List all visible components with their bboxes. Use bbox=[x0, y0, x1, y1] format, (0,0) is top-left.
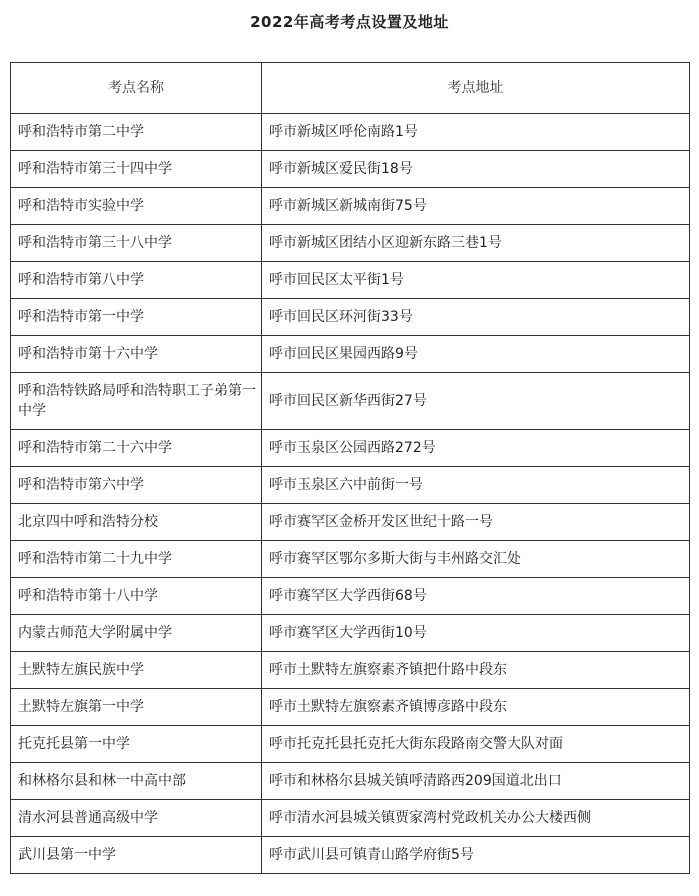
site-name-cell: 土默特左旗民族中学 bbox=[11, 652, 262, 689]
table-row bbox=[11, 837, 690, 874]
table-row bbox=[11, 689, 690, 726]
column-header-site-name: 考点名称 bbox=[11, 63, 262, 114]
site-address-cell: 呼市赛罕区金桥开发区世纪十路一号 bbox=[262, 504, 690, 541]
table-row bbox=[11, 336, 690, 373]
site-name-cell: 呼和浩特市第二中学 bbox=[11, 114, 262, 151]
site-name-cell: 和林格尔县和林一中高中部 bbox=[11, 763, 262, 800]
site-address-cell: 呼市新城区团结小区迎新东路三巷1号 bbox=[262, 225, 690, 262]
table-row bbox=[11, 652, 690, 689]
site-address-cell: 呼市赛罕区鄂尔多斯大街与丰州路交汇处 bbox=[262, 541, 690, 578]
table-row bbox=[11, 188, 690, 225]
table-row bbox=[11, 430, 690, 467]
table-row bbox=[11, 225, 690, 262]
table-row bbox=[11, 726, 690, 763]
site-name-cell: 清水河县普通高级中学 bbox=[11, 800, 262, 837]
table-row bbox=[11, 299, 690, 336]
site-address-cell: 呼市新城区新城南街75号 bbox=[262, 188, 690, 225]
site-name-cell: 呼和浩特市第八中学 bbox=[11, 262, 262, 299]
site-name-cell: 呼和浩特市第六中学 bbox=[11, 467, 262, 504]
site-address-cell: 呼市新城区爱民街18号 bbox=[262, 151, 690, 188]
column-header-site-address: 考点地址 bbox=[262, 63, 690, 114]
site-name-cell: 呼和浩特市第二十九中学 bbox=[11, 541, 262, 578]
site-address-cell: 呼市土默特左旗察素齐镇把什路中段东 bbox=[262, 652, 690, 689]
site-name-cell: 呼和浩特市第十六中学 bbox=[11, 336, 262, 373]
site-address-cell: 呼市新城区呼伦南路1号 bbox=[262, 114, 690, 151]
table-header-row bbox=[11, 63, 690, 114]
table-row bbox=[11, 541, 690, 578]
site-name-cell: 呼和浩特市第十八中学 bbox=[11, 578, 262, 615]
site-address-cell: 呼市回民区新华西街27号 bbox=[262, 373, 690, 430]
site-address-cell: 呼市回民区果园西路9号 bbox=[262, 336, 690, 373]
page-title: 2022年高考考点设置及地址 bbox=[250, 13, 449, 31]
site-address-cell: 呼市赛罕区大学西街68号 bbox=[262, 578, 690, 615]
site-name-cell: 呼和浩特市实验中学 bbox=[11, 188, 262, 225]
table-row bbox=[11, 467, 690, 504]
site-name-cell: 北京四中呼和浩特分校 bbox=[11, 504, 262, 541]
site-address-cell: 呼市土默特左旗察素齐镇博彦路中段东 bbox=[262, 689, 690, 726]
site-name-cell: 内蒙古师范大学附属中学 bbox=[11, 615, 262, 652]
table-row bbox=[11, 151, 690, 188]
table-row bbox=[11, 615, 690, 652]
table-row bbox=[11, 114, 690, 151]
site-address-cell: 呼市托克托县托克托大街东段路南交警大队对面 bbox=[262, 726, 690, 763]
exam-sites-table bbox=[10, 62, 690, 874]
site-address-cell: 呼市玉泉区公园西路272号 bbox=[262, 430, 690, 467]
site-name-cell: 呼和浩特市第三十四中学 bbox=[11, 151, 262, 188]
table-row bbox=[11, 800, 690, 837]
site-address-cell: 呼市玉泉区六中前街一号 bbox=[262, 467, 690, 504]
site-name-cell: 呼和浩特市第一中学 bbox=[11, 299, 262, 336]
site-name-cell: 土默特左旗第一中学 bbox=[11, 689, 262, 726]
table-row bbox=[11, 763, 690, 800]
site-address-cell: 呼市回民区环河街33号 bbox=[262, 299, 690, 336]
site-name-cell: 呼和浩特市第二十六中学 bbox=[11, 430, 262, 467]
table-row bbox=[11, 373, 690, 430]
table-row bbox=[11, 578, 690, 615]
site-name-cell: 托克托县第一中学 bbox=[11, 726, 262, 763]
site-name-cell: 呼和浩特市第三十八中学 bbox=[11, 225, 262, 262]
site-address-cell: 呼市和林格尔县城关镇呼清路西209国道北出口 bbox=[262, 763, 690, 800]
site-address-cell: 呼市赛罕区大学西街10号 bbox=[262, 615, 690, 652]
table-row bbox=[11, 504, 690, 541]
site-name-cell: 呼和浩特铁路局呼和浩特职工子弟第一中学 bbox=[11, 373, 262, 430]
table-row bbox=[11, 262, 690, 299]
site-address-cell: 呼市清水河县城关镇贾家湾村党政机关办公大楼西侧 bbox=[262, 800, 690, 837]
site-address-cell: 呼市武川县可镇青山路学府街5号 bbox=[262, 837, 690, 874]
site-name-cell: 武川县第一中学 bbox=[11, 837, 262, 874]
site-address-cell: 呼市回民区太平街1号 bbox=[262, 262, 690, 299]
